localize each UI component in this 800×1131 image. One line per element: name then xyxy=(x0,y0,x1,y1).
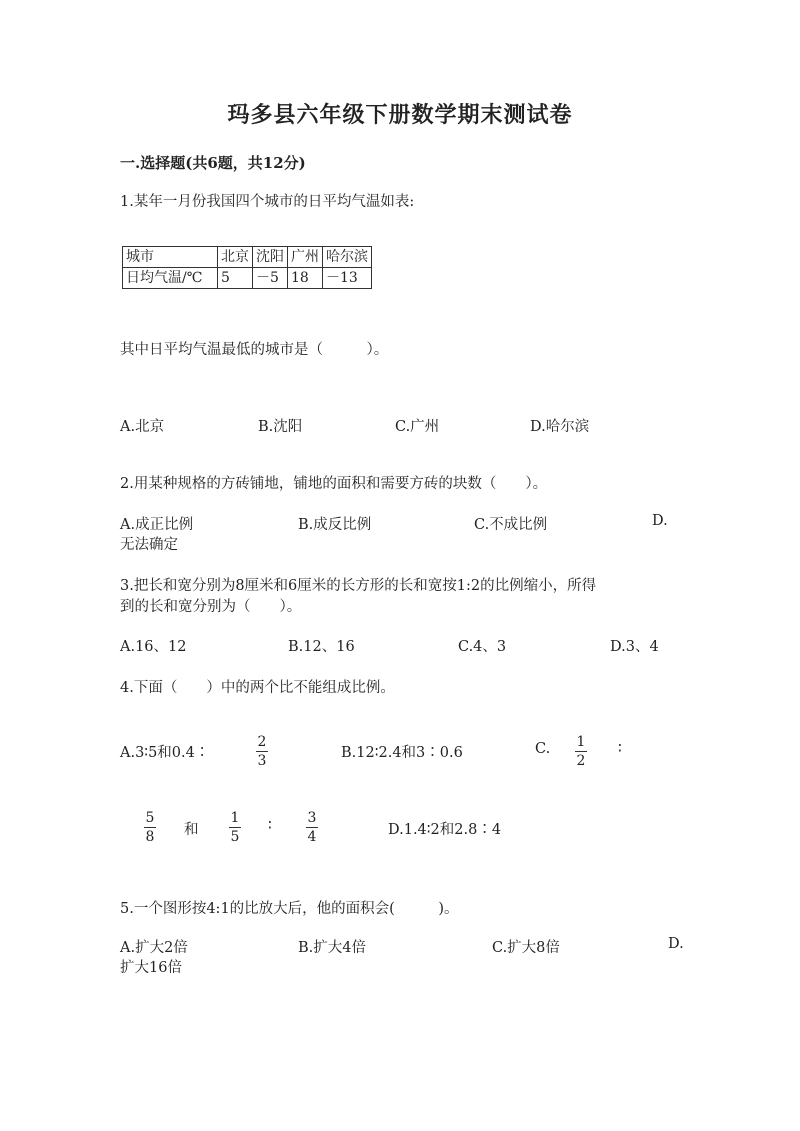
q2-option-a[interactable]: A.成正比例 xyxy=(120,517,194,533)
q2-stem: 2.用某种规格的方砖铺地，铺地的面积和需要方砖的块数（ ）。 xyxy=(120,476,548,492)
q1-option-a[interactable]: A.北京 xyxy=(120,419,165,435)
q4-stem: 4.下面（ ）中的两个比不能组成比例。 xyxy=(120,680,395,696)
q1-stem: 1.某年一月份我国四个城市的日平均气温如表: xyxy=(120,194,415,210)
section-heading: 一.选择题(共6题，共12分) xyxy=(120,154,306,172)
fraction-bar xyxy=(256,751,268,752)
q1-option-d[interactable]: D.哈尔滨 xyxy=(530,419,590,435)
table-cell: 沈阳 xyxy=(253,247,288,268)
table-cell: 5 xyxy=(218,268,253,289)
q3-option-a[interactable]: A.16、12 xyxy=(120,639,187,655)
q3-option-d[interactable]: D.3、4 xyxy=(610,639,659,655)
fraction-one-fifth xyxy=(229,810,241,845)
fraction-denominator: 3 xyxy=(257,753,267,769)
q3-option-b[interactable]: B.12、16 xyxy=(288,639,355,655)
fraction-five-eighths xyxy=(144,810,156,845)
table-cell: －5 xyxy=(253,268,288,289)
table-cell: 日均气温/℃ xyxy=(123,268,218,289)
q1-question: 其中日平均气温最低的城市是（ ）。 xyxy=(120,342,389,358)
fraction-bar xyxy=(144,827,156,828)
table-cell: 哈尔滨 xyxy=(323,247,372,268)
q2-option-b[interactable]: B.成反比例 xyxy=(298,517,372,533)
fraction-bar xyxy=(575,751,587,752)
ratio-colon: ∶ xyxy=(618,741,622,757)
q5-option-b[interactable]: B.扩大4倍 xyxy=(298,940,366,956)
q3-option-c[interactable]: C.4、3 xyxy=(458,639,507,655)
table-cell: 18 xyxy=(288,268,323,289)
fraction-numerator: 1 xyxy=(230,810,240,826)
fraction-two-thirds xyxy=(256,734,268,769)
q5-option-a[interactable]: A.扩大2倍 xyxy=(120,940,188,956)
temperature-table xyxy=(122,246,372,289)
table-cell: －13 xyxy=(323,268,372,289)
q5-stem: 5.一个图形按4:1的比放大后，他的面积会( )。 xyxy=(120,901,459,917)
q2-option-d-text[interactable]: 无法确定 xyxy=(120,537,178,553)
q3-stem-line2: 到的长和宽分别为（ ）。 xyxy=(120,599,302,615)
q4-option-b[interactable]: B.12∶2.4和3∶0.6 xyxy=(341,745,463,761)
ratio-colon: ∶ xyxy=(268,818,272,834)
fraction-numerator: 2 xyxy=(257,734,267,750)
q2-option-c[interactable]: C.不成比例 xyxy=(474,517,548,533)
q3-stem-line1: 3.把长和宽分别为8厘米和6厘米的长方形的长和宽按1:2的比例缩小，所得 xyxy=(120,578,597,594)
q5-option-c[interactable]: C.扩大8倍 xyxy=(492,940,560,956)
q5-option-d-text[interactable]: 扩大16倍 xyxy=(120,960,182,976)
fraction-denominator: 4 xyxy=(307,829,317,845)
q1-option-b[interactable]: B.沈阳 xyxy=(258,419,303,435)
fraction-denominator: 8 xyxy=(145,829,155,845)
table-row xyxy=(123,268,372,289)
fraction-numerator: 1 xyxy=(576,734,586,750)
and-text: 和 xyxy=(184,822,199,838)
table-cell: 广州 xyxy=(288,247,323,268)
table-cell: 北京 xyxy=(218,247,253,268)
q5-option-d[interactable]: D. xyxy=(668,936,684,952)
page-title: 玛多县六年级下册数学期末测试卷 xyxy=(227,102,573,128)
fraction-bar xyxy=(306,827,318,828)
q2-option-d[interactable]: D. xyxy=(652,513,668,529)
fraction-one-half xyxy=(575,734,587,769)
q1-option-c[interactable]: C.广州 xyxy=(395,419,440,435)
table-row xyxy=(123,247,372,268)
fraction-numerator: 3 xyxy=(307,810,317,826)
table-cell: 城市 xyxy=(123,247,218,268)
fraction-denominator: 5 xyxy=(230,829,240,845)
fraction-numerator: 5 xyxy=(145,810,155,826)
fraction-bar xyxy=(229,827,241,828)
q4-option-d[interactable]: D.1.4∶2和2.8∶4 xyxy=(388,822,502,838)
q4-option-c[interactable]: C. xyxy=(535,741,551,757)
fraction-three-quarters xyxy=(306,810,318,845)
q4-option-a[interactable]: A.3∶5和0.4∶ xyxy=(120,745,210,761)
fraction-denominator: 2 xyxy=(576,753,586,769)
